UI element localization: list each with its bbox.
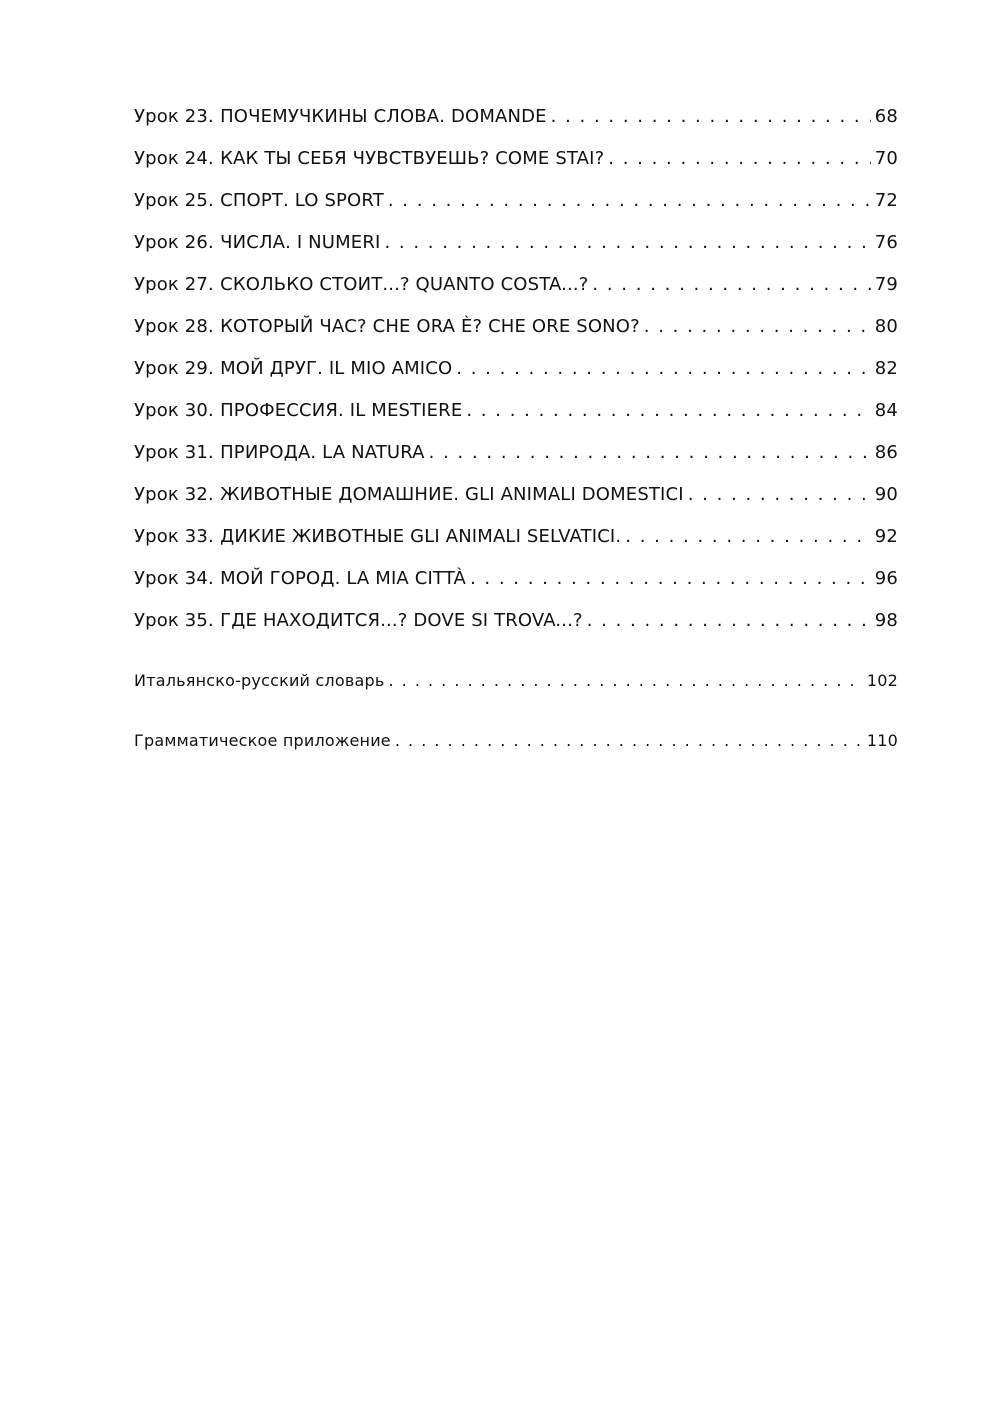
lesson-number: Урок 24. xyxy=(134,148,214,169)
toc-entry-lesson[interactable] xyxy=(134,516,898,558)
page-number: 98 xyxy=(874,610,898,631)
lesson-title: КОТОРЫЙ ЧАС? CHE ORA È? CHE ORE SONO? xyxy=(220,316,640,337)
lesson-number: Урок 28. xyxy=(134,316,214,337)
entry-title xyxy=(134,432,429,474)
dot-leader xyxy=(592,264,870,306)
lesson-number: Урок 29. xyxy=(134,358,214,379)
lesson-number: Урок 31. xyxy=(134,442,214,463)
toc-entry-lesson[interactable] xyxy=(134,558,898,600)
lesson-number: Урок 27. xyxy=(134,274,214,295)
dot-leader xyxy=(429,432,871,474)
toc-entry-dictionary[interactable] xyxy=(134,660,898,702)
toc-entry-lesson[interactable] xyxy=(134,306,898,348)
dot-leader xyxy=(587,600,871,642)
page-number: 80 xyxy=(874,316,898,337)
lesson-title: ГДЕ НАХОДИТСЯ...? DOVE SI TROVA...? xyxy=(220,610,583,631)
lesson-title: ПРИРОДА. LA NATURA xyxy=(220,442,425,463)
lesson-title: ЧИСЛА. I NUMERI xyxy=(220,232,381,253)
toc-entry-lesson[interactable] xyxy=(134,222,898,264)
spacer xyxy=(134,642,898,660)
table-of-contents xyxy=(134,96,898,762)
lesson-number: Урок 32. xyxy=(134,484,214,505)
dot-leader xyxy=(384,222,870,264)
lesson-title: ПРОФЕССИЯ. IL MESTIERE xyxy=(220,400,463,421)
dot-leader xyxy=(456,348,870,390)
lesson-title: МОЙ ДРУГ. IL MIO AMICO xyxy=(220,358,453,379)
page-number: 79 xyxy=(874,274,898,295)
toc-entry-lesson[interactable] xyxy=(134,432,898,474)
dot-leader xyxy=(466,390,870,432)
dot-leader xyxy=(395,720,863,762)
entry-title xyxy=(134,306,644,348)
entry-title: Грамматическое приложение xyxy=(134,731,391,750)
dot-leader xyxy=(625,516,871,558)
lesson-number: Урок 33. xyxy=(134,526,214,547)
entry-title xyxy=(134,138,608,180)
page-number: 90 xyxy=(874,484,898,505)
entry-title xyxy=(134,558,470,600)
dot-leader xyxy=(551,96,871,138)
entry-title xyxy=(134,222,384,264)
toc-entry-lesson[interactable] xyxy=(134,138,898,180)
page-number: 70 xyxy=(874,148,898,169)
entry-title xyxy=(134,516,625,558)
page-number: 72 xyxy=(874,190,898,211)
lesson-number: Урок 25. xyxy=(134,190,214,211)
entry-title xyxy=(134,600,587,642)
lesson-title: ПОЧЕМУЧКИНЫ СЛОВА. DOMANDE xyxy=(220,106,547,127)
entry-title xyxy=(134,390,466,432)
dot-leader xyxy=(470,558,871,600)
entry-title: Итальянско-русский словарь xyxy=(134,671,385,690)
lesson-list xyxy=(134,96,898,642)
page-number: 68 xyxy=(874,106,898,127)
lesson-number: Урок 34. xyxy=(134,568,214,589)
toc-entry-grammar[interactable] xyxy=(134,720,898,762)
page-number: 84 xyxy=(874,400,898,421)
toc-entry-lesson[interactable] xyxy=(134,264,898,306)
dot-leader xyxy=(388,180,871,222)
entry-title xyxy=(134,180,388,222)
dot-leader xyxy=(388,660,862,702)
toc-entry-lesson[interactable] xyxy=(134,180,898,222)
dot-leader xyxy=(608,138,871,180)
toc-entry-lesson[interactable] xyxy=(134,390,898,432)
toc-entry-lesson[interactable] xyxy=(134,600,898,642)
lesson-title: СКОЛЬКО СТОИТ...? QUANTO COSTA...? xyxy=(220,274,589,295)
lesson-title: СПОРТ. LO SPORT xyxy=(220,190,384,211)
entry-title xyxy=(134,96,551,138)
page-number: 86 xyxy=(874,442,898,463)
lesson-title: КАК ТЫ СЕБЯ ЧУВСТВУЕШЬ? COME STAI? xyxy=(220,148,605,169)
entry-title xyxy=(134,348,456,390)
spacer xyxy=(134,702,898,720)
toc-entry-lesson[interactable] xyxy=(134,474,898,516)
page-number: 110 xyxy=(866,731,898,750)
lesson-number: Урок 35. xyxy=(134,610,214,631)
lesson-number: Урок 30. xyxy=(134,400,214,421)
entry-title xyxy=(134,474,688,516)
toc-entry-lesson[interactable] xyxy=(134,348,898,390)
page-number: 102 xyxy=(866,671,898,690)
page-number: 92 xyxy=(874,526,898,547)
page-number: 82 xyxy=(874,358,898,379)
lesson-title: ДИКИЕ ЖИВОТНЫЕ GLI ANIMALI SELVATICI. xyxy=(220,526,622,547)
entry-title xyxy=(134,264,592,306)
lesson-number: Урок 26. xyxy=(134,232,214,253)
lesson-title: ЖИВОТНЫЕ ДОМАШНИЕ. GLI ANIMALI DOMESTICI xyxy=(220,484,684,505)
dot-leader xyxy=(688,474,871,516)
dot-leader xyxy=(644,306,871,348)
toc-entry-lesson[interactable] xyxy=(134,96,898,138)
page-number: 76 xyxy=(874,232,898,253)
lesson-number: Урок 23. xyxy=(134,106,214,127)
lesson-title: МОЙ ГОРОД. LA MIA CITTÀ xyxy=(220,568,466,589)
page-number: 96 xyxy=(874,568,898,589)
